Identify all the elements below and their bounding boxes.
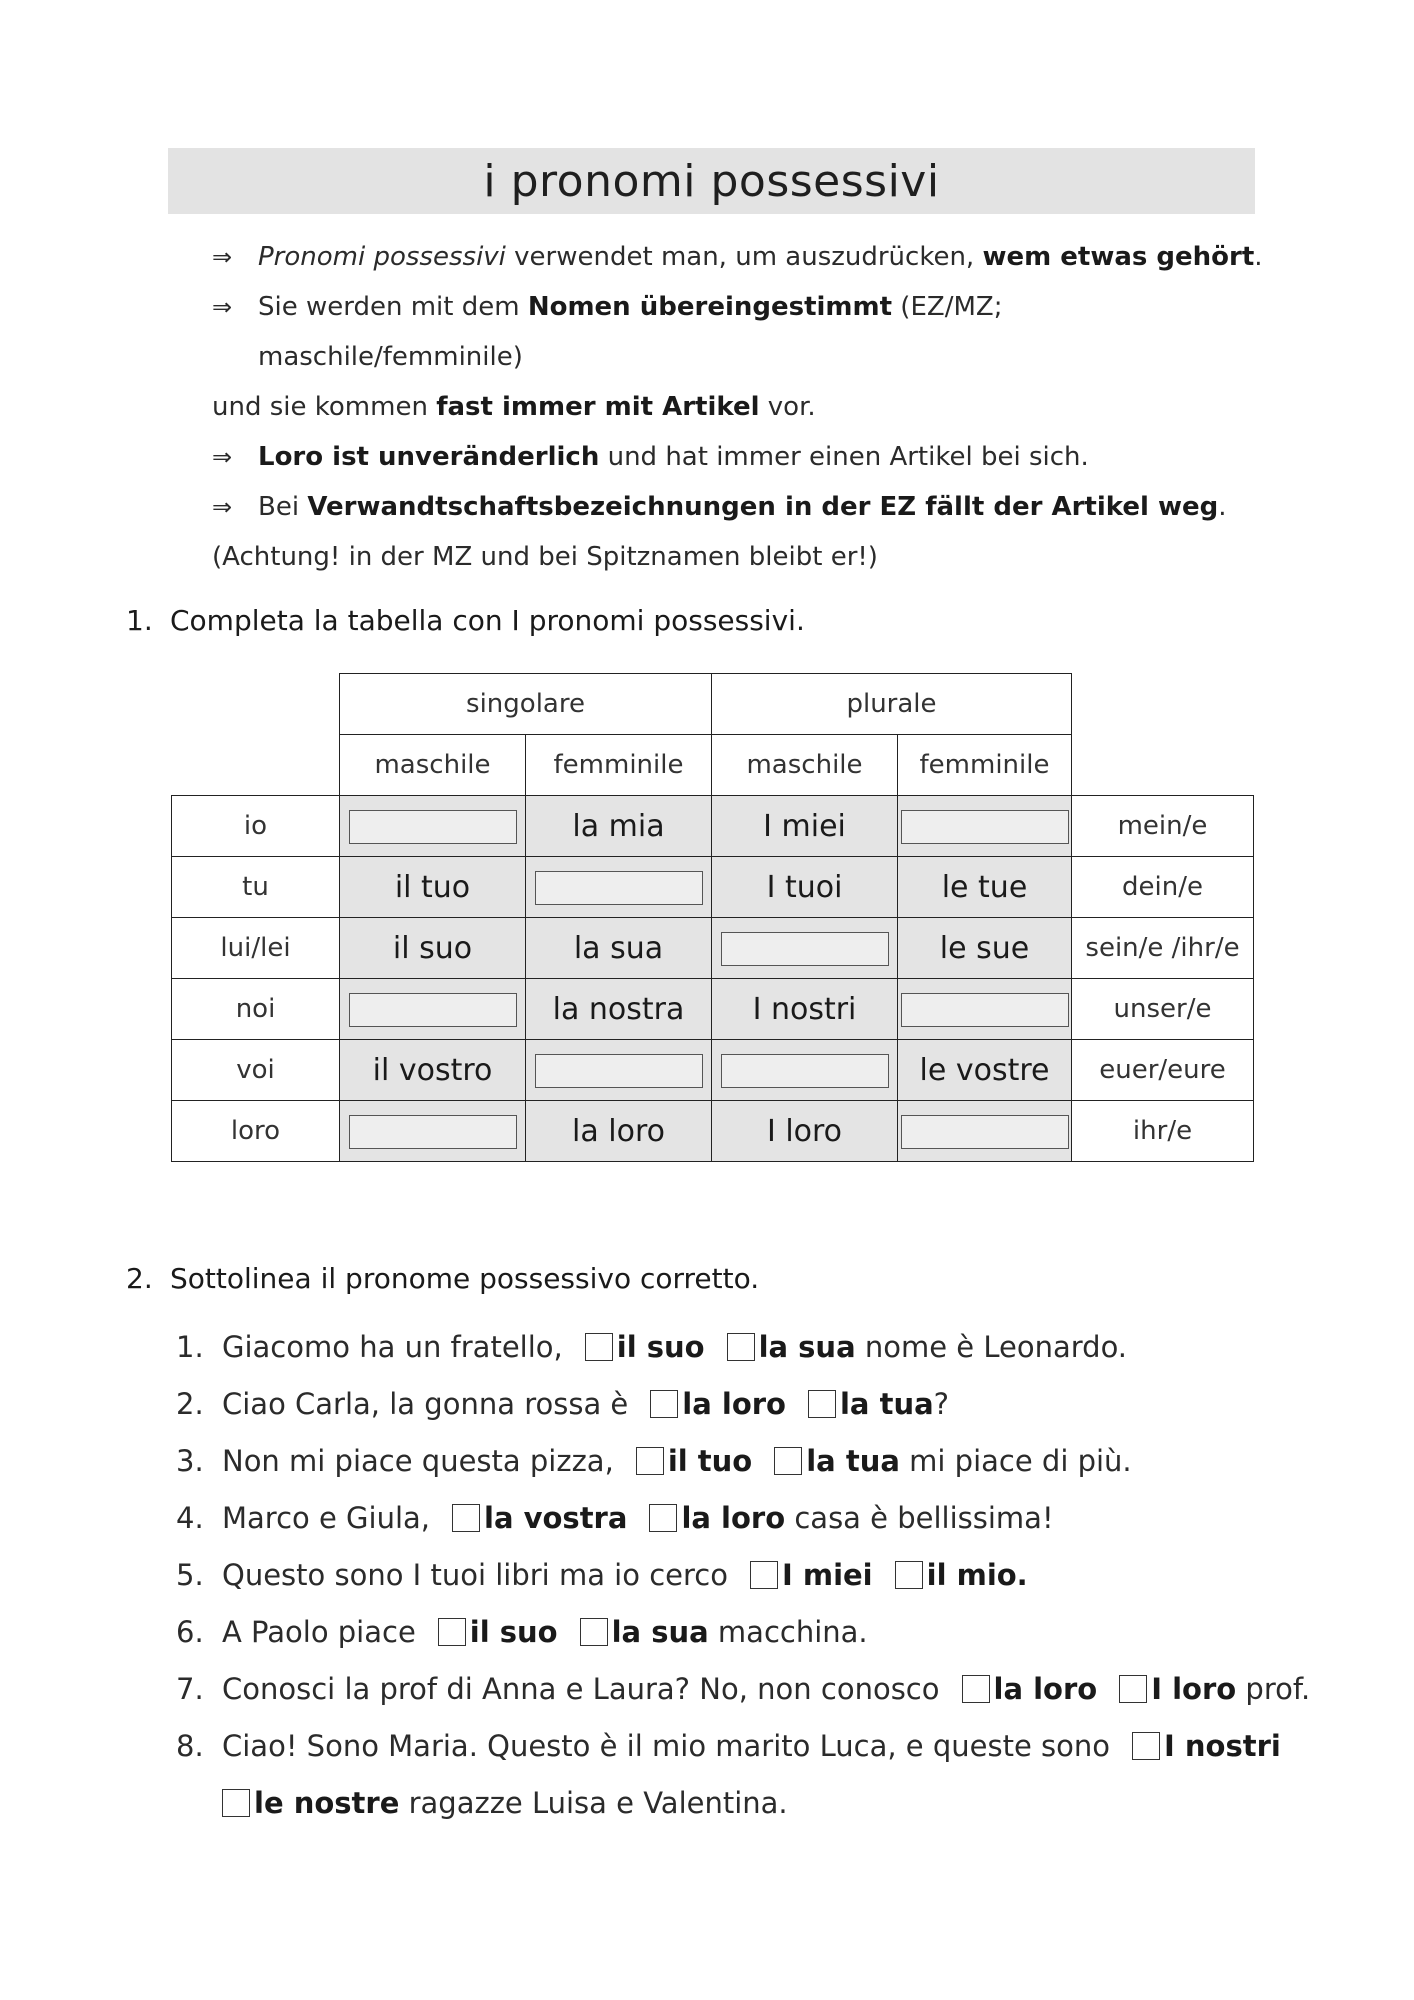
checkbox[interactable]: [222, 1789, 250, 1817]
sentence-start: Non mi piace questa pizza,: [222, 1443, 614, 1478]
checkbox[interactable]: [452, 1504, 480, 1532]
german-translation-cell: unser/e: [1072, 979, 1254, 1040]
checkbox[interactable]: [580, 1618, 608, 1646]
pronoun-cell: lui/lei: [172, 918, 340, 979]
option-a: il suo: [469, 1614, 558, 1649]
answer-cell: [340, 979, 526, 1040]
answer-cell: [526, 1040, 712, 1101]
possessive-cell: I tuoi: [712, 857, 898, 918]
german-translation-cell: sein/e /ihr/e: [1072, 918, 1254, 979]
item-text: [222, 1558, 1028, 1592]
possessive-table: [171, 673, 1254, 1162]
rule-item: ⇒ Sie werden mit dem Nomen übereingestimmt (EZ/MZ; maschile/femminile): [212, 282, 1272, 382]
section-1-title: 1. Completa la tabella con I pronomi possessivi.: [126, 604, 805, 637]
exercise-list: [176, 1318, 1311, 1831]
item-text: [222, 1615, 868, 1649]
answer-cell: [898, 796, 1072, 857]
list-item: [176, 1489, 1296, 1546]
possessive-cell: le vostre: [898, 1040, 1072, 1101]
answer-blank[interactable]: [349, 810, 517, 844]
list-item: [176, 1318, 1296, 1375]
grammar-rules: [212, 232, 1272, 582]
answer-blank[interactable]: [349, 993, 517, 1027]
list-item: [176, 1375, 1296, 1432]
item-number: 3.: [176, 1443, 204, 1478]
sentence-end: ?: [933, 1386, 950, 1421]
sentence-start: A Paolo piace: [222, 1614, 416, 1649]
answer-cell: [526, 857, 712, 918]
implies-arrow-icon: ⇒: [212, 293, 233, 321]
option-b: le nostre: [254, 1785, 400, 1820]
section-2-title: 2. Sottolinea il pronome possessivo corretto.: [126, 1262, 760, 1295]
checkbox[interactable]: [727, 1333, 755, 1361]
checkbox[interactable]: [1119, 1675, 1147, 1703]
sentence-start: Ciao Carla, la gonna rossa è: [222, 1386, 629, 1421]
possessive-cell: la sua: [526, 918, 712, 979]
option-b: il mio.: [926, 1557, 1028, 1592]
implies-arrow-icon: ⇒: [212, 493, 233, 521]
rule-item: ⇒ Bei Verwandtschaftsbezeichnungen in der EZ fällt der Artikel weg.: [212, 482, 1272, 532]
item-number: 5.: [176, 1557, 204, 1592]
list-item: [176, 1717, 1296, 1774]
sentence-start: Marco e Giula,: [222, 1500, 430, 1535]
checkbox[interactable]: [808, 1390, 836, 1418]
option-b: la tua: [839, 1386, 934, 1421]
possessive-cell: la loro: [526, 1101, 712, 1162]
pronoun-cell: io: [172, 796, 340, 857]
option-a: I miei: [781, 1557, 873, 1592]
option-b: la tua: [806, 1443, 900, 1478]
answer-blank[interactable]: [535, 1054, 703, 1088]
possessive-cell: il suo: [340, 918, 526, 979]
item-number: 2.: [176, 1386, 204, 1421]
german-translation-cell: ihr/e: [1072, 1101, 1254, 1162]
item-text: [222, 1672, 1310, 1706]
pronoun-cell: voi: [172, 1040, 340, 1101]
answer-cell: [340, 1101, 526, 1162]
option-b: la sua: [758, 1329, 856, 1364]
checkbox[interactable]: [650, 1390, 678, 1418]
possessive-cell: I miei: [712, 796, 898, 857]
item-text: [222, 1729, 1281, 1763]
answer-blank[interactable]: [349, 1115, 517, 1149]
possessive-cell: il vostro: [340, 1040, 526, 1101]
item-text: [222, 1444, 1132, 1478]
sentence-end: mi piace di più.: [899, 1443, 1132, 1478]
list-item: [176, 1432, 1296, 1489]
option-b: la loro: [681, 1500, 786, 1535]
option-a: la loro: [993, 1671, 1098, 1706]
possessive-cell: il tuo: [340, 857, 526, 918]
sentence-end: prof.: [1236, 1671, 1311, 1706]
option-a: il suo: [616, 1329, 705, 1364]
pronoun-cell: noi: [172, 979, 340, 1040]
list-item: [176, 1546, 1296, 1603]
table-row: [172, 918, 1254, 979]
implies-arrow-icon: ⇒: [212, 443, 233, 471]
answer-blank[interactable]: [721, 1054, 889, 1088]
header-maschile: maschile: [340, 735, 526, 796]
checkbox[interactable]: [649, 1504, 677, 1532]
checkbox[interactable]: [895, 1561, 923, 1589]
header-singolare: singolare: [340, 674, 712, 735]
option-a: I nostri: [1164, 1728, 1281, 1763]
possessive-cell: le sue: [898, 918, 1072, 979]
checkbox[interactable]: [962, 1675, 990, 1703]
german-translation-cell: dein/e: [1072, 857, 1254, 918]
answer-cell: [712, 1040, 898, 1101]
possessive-cell: la nostra: [526, 979, 712, 1040]
table-row: [172, 1040, 1254, 1101]
possessive-cell: I loro: [712, 1101, 898, 1162]
rule-item: ⇒ Loro ist unveränderlich und hat immer einen Artikel bei sich.: [212, 432, 1272, 482]
header-femminile: femminile: [898, 735, 1072, 796]
table-row: [172, 796, 1254, 857]
answer-blank[interactable]: [901, 1115, 1069, 1149]
checkbox[interactable]: [774, 1447, 802, 1475]
rule-continuation: und sie kommen fast immer mit Artikel vor.: [212, 392, 816, 422]
checkbox[interactable]: [438, 1618, 466, 1646]
item-number: 1.: [176, 1329, 204, 1364]
answer-cell: [340, 796, 526, 857]
answer-blank[interactable]: [901, 993, 1069, 1027]
possessive-cell: la mia: [526, 796, 712, 857]
possessive-cell: le tue: [898, 857, 1072, 918]
pronoun-cell: tu: [172, 857, 340, 918]
possessive-cell: I nostri: [712, 979, 898, 1040]
implies-arrow-icon: ⇒: [212, 243, 233, 271]
item-text: [222, 1387, 949, 1421]
option-b: I loro: [1151, 1671, 1237, 1706]
item-number: 7.: [176, 1671, 204, 1706]
item-number: 4.: [176, 1500, 204, 1535]
checkbox[interactable]: [750, 1561, 778, 1589]
sentence-start: Conosci la prof di Anna e Laura? No, non conosco: [222, 1671, 940, 1706]
answer-cell: [712, 918, 898, 979]
header-plurale: plurale: [712, 674, 1072, 735]
checkbox[interactable]: [1132, 1732, 1160, 1760]
answer-blank[interactable]: [721, 932, 889, 966]
item-number: 8.: [176, 1728, 204, 1763]
list-item: [176, 1774, 1296, 1831]
pronoun-cell: loro: [172, 1101, 340, 1162]
option-b: la sua: [611, 1614, 709, 1649]
german-translation-cell: mein/e: [1072, 796, 1254, 857]
answer-blank[interactable]: [535, 871, 703, 905]
rule-term: Pronomi possessivi: [258, 242, 506, 272]
sentence-start: Giacomo ha un fratello,: [222, 1329, 563, 1364]
item-text: [222, 1786, 788, 1820]
header-maschile: maschile: [712, 735, 898, 796]
sentence-start: Questo sono I tuoi libri ma io cerco: [222, 1557, 728, 1592]
table-row: [172, 1101, 1254, 1162]
sentence-end: casa è bellissima!: [785, 1500, 1054, 1535]
rule-item: ⇒ Pronomi possessivi verwendet man, um auszudrücken, wem etwas gehört.: [212, 232, 1272, 282]
answer-cell: [898, 1101, 1072, 1162]
sentence-end: macchina.: [708, 1614, 868, 1649]
header-femminile: femminile: [526, 735, 712, 796]
item-text: [222, 1501, 1054, 1535]
table-row: [172, 979, 1254, 1040]
sentence-end: ragazze Luisa e Valentina.: [399, 1785, 788, 1820]
list-item: [176, 1603, 1296, 1660]
list-item: [176, 1660, 1311, 1717]
answer-blank[interactable]: [901, 810, 1069, 844]
page-title: i pronomi possessivi: [168, 148, 1255, 214]
german-translation-cell: euer/eure: [1072, 1040, 1254, 1101]
item-number: 6.: [176, 1614, 204, 1649]
checkbox[interactable]: [636, 1447, 664, 1475]
answer-cell: [898, 979, 1072, 1040]
checkbox[interactable]: [585, 1333, 613, 1361]
item-text: [222, 1330, 1127, 1364]
option-a: la vostra: [484, 1500, 628, 1535]
option-a: il tuo: [667, 1443, 753, 1478]
option-a: la loro: [682, 1386, 786, 1421]
sentence-start: Ciao! Sono Maria. Questo è il mio marito Luca, e queste sono: [222, 1728, 1110, 1763]
table-row: [172, 857, 1254, 918]
sentence-end: nome è Leonardo.: [855, 1329, 1128, 1364]
rule-continuation: (Achtung! in der MZ und bei Spitznamen bleibt er!): [212, 542, 878, 572]
